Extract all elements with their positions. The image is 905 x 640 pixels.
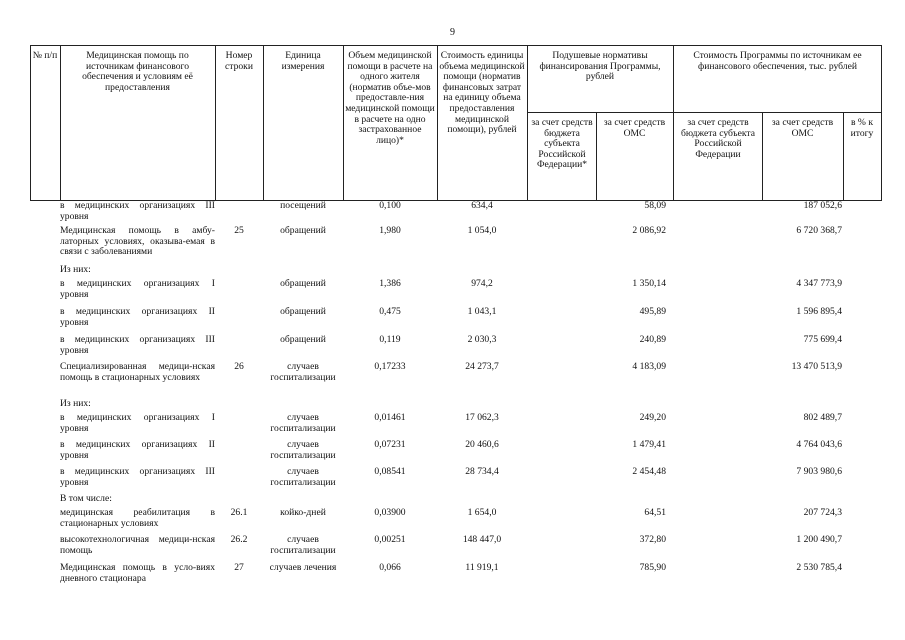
row-volume: 0,03900 (374, 507, 406, 518)
row-volume: 0,066 (379, 562, 401, 573)
row-program-oms: 2 530 785,4 (796, 562, 842, 573)
header-per-capita-group: Подушевые нормативы финансирования Программы, рублей (539, 50, 661, 83)
row-program-oms: 4 347 773,9 (796, 278, 842, 289)
row-unit-cost: 20 460,6 (465, 439, 499, 450)
header-unit-cost: Стоимость единицы объема медицинской помощи (норматив финансовых затрат на единицу объема предоставления медицинской помощи), рублей (439, 50, 525, 136)
col-divider (527, 45, 528, 201)
row-unit-cost: 11 919,1 (465, 562, 499, 573)
row-unit-cost: 24 273,7 (465, 361, 499, 372)
row-program-oms: 187 052,6 (803, 200, 842, 211)
row-per-capita-oms: 785,90 (639, 562, 666, 573)
row-per-capita-oms: 249,20 (639, 412, 666, 423)
row-number: 26 (234, 361, 244, 372)
row-unit-cost: 2 030,3 (467, 334, 497, 345)
col-divider (673, 45, 674, 201)
row-per-capita-oms: 2 454,48 (632, 466, 666, 477)
header-program-percent: в % к итогу (850, 117, 874, 139)
header-name: Медицинская помощь по источникам финансового обеспечения и условиям её предоставления (82, 50, 193, 93)
row-volume: 0,08541 (374, 466, 406, 477)
row-program-oms: 207 724,3 (803, 507, 842, 518)
header-unit: Единица измерения (281, 50, 325, 72)
col-divider (263, 45, 264, 201)
row-unit: случаев госпитализации (270, 534, 336, 556)
row-volume: 0,119 (379, 334, 401, 345)
row-unit: случаев госпитализации (270, 439, 336, 461)
row-name: Медицинская помощь в амбу-латорных условиях, оказыва-емая в связи с заболеваниями (60, 225, 215, 258)
row-unit-cost: 17 062,3 (465, 412, 499, 423)
row-program-oms: 775 699,4 (803, 334, 842, 345)
row-program-oms: 1 200 490,7 (796, 534, 842, 545)
row-unit-cost: 974,2 (471, 278, 493, 289)
row-unit-cost: 148 447,0 (462, 534, 502, 545)
row-per-capita-oms: 58,09 (644, 200, 666, 211)
col-divider (60, 45, 61, 201)
row-unit-cost: 1 054,0 (467, 225, 497, 236)
row-program-oms: 6 720 368,7 (796, 225, 842, 236)
row-unit: посещений (280, 200, 326, 211)
row-per-capita-oms: 495,89 (639, 306, 666, 317)
col-divider (30, 45, 31, 201)
row-name: Из них: (60, 398, 91, 409)
row-name: медицинская реабилитация в стационарных условиях (60, 507, 215, 529)
header-program-oms: за счет средств ОМС (771, 117, 834, 139)
row-number: 26.1 (230, 507, 248, 518)
row-per-capita-oms: 1 479,41 (632, 439, 666, 450)
row-per-capita-oms: 64,51 (644, 507, 666, 518)
row-name: в медицинских организациях I уровня (60, 412, 215, 434)
row-name: в медицинских организациях I уровня (60, 278, 215, 300)
row-name: в медицинских организациях III уровня (60, 466, 215, 488)
row-volume: 0,17233 (374, 361, 406, 372)
row-unit: случаев госпитализации (270, 466, 336, 488)
row-volume: 0,07231 (374, 439, 406, 450)
row-unit: случаев госпитализации (270, 361, 336, 383)
row-per-capita-oms: 4 183,09 (632, 361, 666, 372)
row-unit-cost: 1 654,0 (467, 507, 497, 518)
header-program-budget: за счет средств бюджета субъекта Российской Федерации (681, 117, 755, 160)
table-header (0, 45, 905, 201)
row-volume: 0,100 (379, 200, 401, 211)
row-unit-cost: 28 734,4 (465, 466, 499, 477)
row-unit: случаев госпитализации (270, 412, 336, 434)
row-number: 26.2 (230, 534, 248, 545)
row-name: в медицинских организациях II уровня (60, 306, 215, 328)
row-program-oms: 7 903 980,6 (796, 466, 842, 477)
row-volume: 1,980 (379, 225, 401, 236)
header-program-cost-group: Стоимость Программы по источникам ее финансового обеспечения, тыс. рублей (693, 50, 862, 72)
row-name: Медицинская помощь в усло-виях дневного стационара (60, 562, 215, 584)
row-unit: случаев лечения (269, 562, 337, 573)
row-number: 25 (234, 225, 244, 236)
row-volume: 1,386 (379, 278, 401, 289)
row-unit: койко-дней (280, 507, 326, 518)
row-unit: обращений (280, 225, 326, 236)
row-volume: 0,00251 (374, 534, 406, 545)
row-name: Специализированная медици-нская помощь в стационарных условиях (60, 361, 215, 383)
col-divider (881, 45, 882, 201)
row-name: высокотехнологичная медици-нская помощь (60, 534, 215, 556)
header-no: № п/п (32, 50, 58, 61)
row-volume: 0,475 (379, 306, 401, 317)
header-per-capita-oms: за счет средств ОМС (603, 117, 666, 139)
row-per-capita-oms: 1 350,14 (632, 278, 666, 289)
row-per-capita-oms: 372,80 (639, 534, 666, 545)
row-program-oms: 4 764 043,6 (796, 439, 842, 450)
row-program-oms: 802 489,7 (803, 412, 842, 423)
row-unit: обращений (280, 306, 326, 317)
row-program-oms: 13 470 513,9 (791, 361, 842, 372)
row-name: Из них: (60, 264, 91, 275)
header-per-capita-budget: за счет средств бюджета субъекта Российской Федерации* (531, 117, 593, 171)
row-name: в медицинских организациях III уровня (60, 334, 215, 356)
row-per-capita-oms: 2 086,92 (632, 225, 666, 236)
row-unit: обращений (280, 334, 326, 345)
row-unit: обращений (280, 278, 326, 289)
row-per-capita-oms: 240,89 (639, 334, 666, 345)
row-volume: 0,01461 (374, 412, 406, 423)
row-number: 27 (234, 562, 244, 573)
row-name: В том числе: (60, 493, 112, 504)
header-row-number: Номер строки (225, 50, 253, 72)
row-unit-cost: 1 043,1 (467, 306, 497, 317)
header-volume: Объем медицинской помощи в расчете на одного жителя (норматив объе-мов предоставле-ния медицинской помощи в расчете на одно застрахованное лицо)* (345, 50, 435, 146)
row-name: в медицинских организациях II уровня (60, 439, 215, 461)
page-number: 9 (450, 27, 455, 38)
row-program-oms: 1 596 895,4 (796, 306, 842, 317)
row-name: в медицинских организациях III уровня (60, 200, 215, 222)
row-unit-cost: 634,4 (471, 200, 493, 211)
